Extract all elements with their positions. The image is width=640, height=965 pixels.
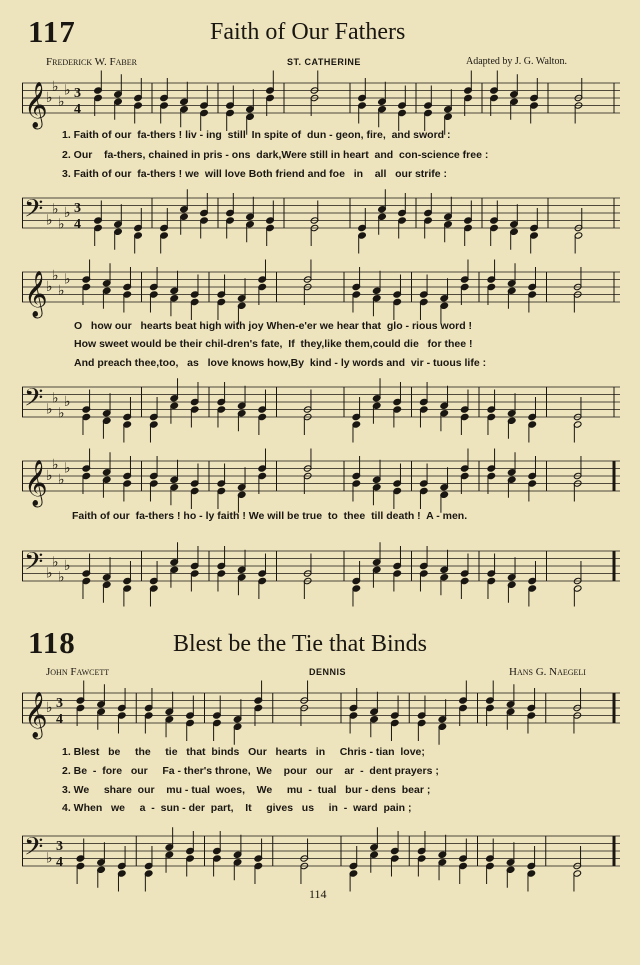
svg-text:♭: ♭ <box>52 456 59 473</box>
svg-text:♭: ♭ <box>46 700 53 716</box>
lyrics-line-1-verse-2: 2. Our fa-thers, chained in pris - ons dark,Were still in heart and con-science free : <box>62 149 489 161</box>
svg-text:𝄞: 𝄞 <box>24 82 48 128</box>
lyrics-line-1-verse-1: 1. Faith of our fa-thers ! liv - ing still In spite of dun - geon, fire, and sword : <box>62 129 451 141</box>
svg-text:♭: ♭ <box>52 390 59 407</box>
svg-text:♭: ♭ <box>58 216 65 233</box>
staff-system-1-bass <box>22 195 620 231</box>
hymn-number: 118 <box>28 625 76 660</box>
staff-system-2-bass <box>22 384 620 420</box>
svg-text:♭: ♭ <box>64 460 71 477</box>
lyrics-line-1-verse-3: 3. Faith of our fa-thers ! we will love Both friend and foe in all our strife : <box>62 168 448 180</box>
lyrics-verse-4: 4. When we a - sun - der part, It gives us in - ward pain ; <box>62 802 412 814</box>
svg-text:3: 3 <box>74 86 81 101</box>
svg-text:♭: ♭ <box>58 405 65 422</box>
svg-text:♭: ♭ <box>46 401 53 418</box>
lyrics-verse-1: 1. Blest be the tie that binds Our hearts in Chris - tian love; <box>62 746 425 758</box>
svg-text:♭: ♭ <box>46 565 53 582</box>
page-number: 114 <box>309 887 327 901</box>
svg-text:𝄢: 𝄢 <box>24 194 44 230</box>
lyrics-line-3: Faith of our fa-thers ! ho - ly faith ! We will be true to thee till death ! A - men. <box>72 510 468 522</box>
svg-text:𝄞: 𝄞 <box>24 460 48 506</box>
svg-text:♭: ♭ <box>52 78 59 95</box>
svg-text:♭: ♭ <box>64 205 71 221</box>
svg-text:♭: ♭ <box>46 850 53 867</box>
lyrics-verse-2: 2. Be - fore our Fa - ther's throne, We pour our ar - dent prayers ; <box>62 765 439 777</box>
lyrics-line-2-verse-3: And preach thee,too, as love knows how,By kind - ly words and vir - tuous life : <box>74 357 487 369</box>
svg-text:♭: ♭ <box>64 558 71 574</box>
svg-text:♭: ♭ <box>58 471 65 488</box>
svg-text:4: 4 <box>74 217 81 232</box>
svg-text:♭: ♭ <box>58 93 65 110</box>
svg-text:♭: ♭ <box>52 267 59 284</box>
lyrics-line-2-verse-1: O how our hearts beat high with joy When-e'er we hear that glo - rious word ! <box>74 320 473 332</box>
staff-hymn118-bass <box>22 833 620 869</box>
svg-text:♭: ♭ <box>46 90 53 106</box>
svg-text:♭: ♭ <box>58 282 65 299</box>
svg-text:𝄢: 𝄢 <box>24 547 44 583</box>
staff-system-1-treble <box>22 78 620 128</box>
svg-text:4: 4 <box>74 102 81 117</box>
svg-text:4: 4 <box>56 855 63 870</box>
svg-text:♭: ♭ <box>64 82 71 99</box>
svg-text:𝄞: 𝄞 <box>24 692 48 738</box>
hymn-title: Blest be the Tie that Binds <box>173 631 428 657</box>
music-credit: Hans G. Naegeli <box>509 666 586 678</box>
lyrics-line-2-verse-2: How sweet would be their chil-dren's fate, If they,like them,could die for thee ! <box>74 338 473 350</box>
svg-text:♭: ♭ <box>46 279 53 295</box>
svg-text:𝄢: 𝄢 <box>24 832 44 868</box>
svg-text:3: 3 <box>74 201 81 216</box>
staff-hymn118-treble <box>22 690 620 738</box>
hymn-number: 117 <box>28 14 76 49</box>
words-credit: John Fawcett <box>46 666 110 678</box>
staff-system-3-bass <box>22 548 620 584</box>
svg-text:♭: ♭ <box>64 394 71 410</box>
svg-text:♭: ♭ <box>52 554 59 571</box>
staff-system-2-treble <box>22 267 620 317</box>
svg-text:♭: ♭ <box>46 212 53 229</box>
tune-name: ST. CATHERINE <box>287 57 361 67</box>
svg-text:4: 4 <box>56 712 63 727</box>
words-credit: Frederick W. Faber <box>46 56 137 68</box>
hymn-title: Faith of Our Fathers <box>210 19 406 45</box>
svg-text:3: 3 <box>56 839 63 854</box>
svg-text:𝄞: 𝄞 <box>24 271 48 317</box>
music-credit: Adapted by J. G. Walton. <box>466 56 567 67</box>
svg-text:♭: ♭ <box>58 569 65 586</box>
tune-name: DENNIS <box>309 667 347 677</box>
svg-text:3: 3 <box>56 696 63 711</box>
svg-text:♭: ♭ <box>46 468 53 484</box>
svg-text:♭: ♭ <box>52 201 59 218</box>
svg-text:𝄢: 𝄢 <box>24 383 44 419</box>
svg-text:♭: ♭ <box>64 271 71 288</box>
lyrics-verse-3: 3. We share our mu - tual woes, We mu - tual bur - dens bear ; <box>62 784 431 796</box>
staff-system-3-treble <box>22 456 620 506</box>
